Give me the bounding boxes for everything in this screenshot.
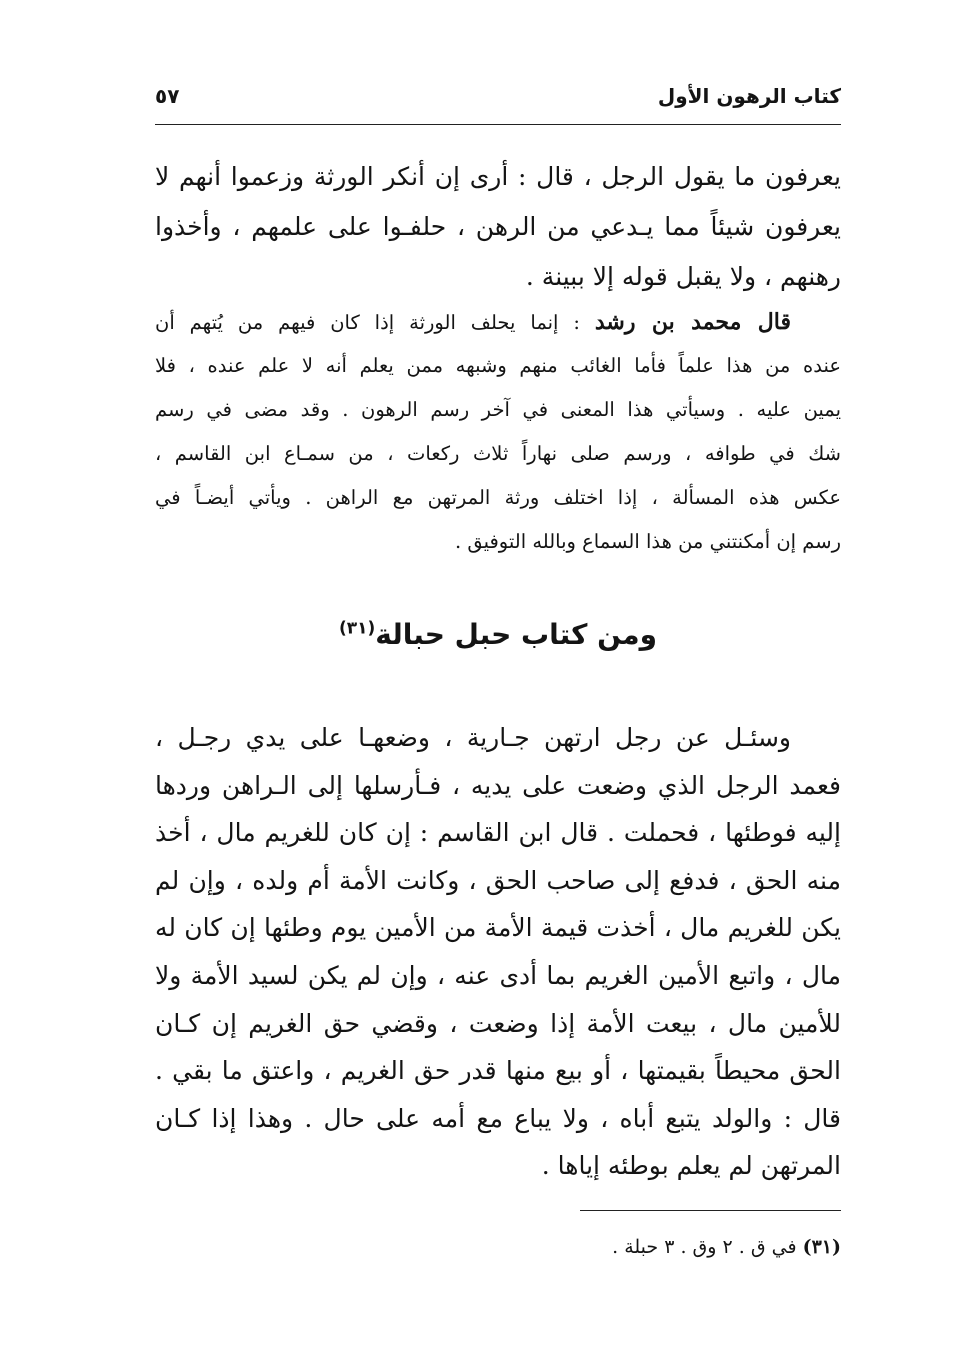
- page-number: ٥٧: [155, 84, 180, 108]
- text-line: إليه فوطئها ، فحملت . قال ابن القاسم : إن كان للغريم مال ، أخذ: [155, 818, 841, 848]
- text-fragment: : إنما يحلف الورثة إذا كان فيهم من يُتهم أن: [155, 311, 595, 334]
- text-line: مال ، واتبع الأمين الغريم بما أدى عنه ، وإن لم يكن لسيد الأمة ولا: [155, 960, 841, 990]
- footnote: [155, 1236, 841, 1258]
- footnote-divider: [580, 1210, 841, 1211]
- paragraph-1: [155, 152, 841, 302]
- text-line: الحق محيطاً بقيمتها ، أو بيع منها قدر حق الغريم ، واعتق ما بقي .: [155, 1056, 841, 1086]
- footnote-mark: (٣١): [802, 1236, 841, 1258]
- text-line: وسئـل عن رجل ارتهن جـارية ، وضعهـا على يدي رجـل ،: [155, 723, 791, 752]
- text-line: المرتهن لم يعلم بوطئه إياها .: [541, 1151, 841, 1181]
- text-line: شك في طوافه ، ورسم صلى نهاراً ثلاث ركعات ، من سمـاع ابن القاسم ،: [155, 442, 841, 465]
- text-line: [155, 300, 841, 344]
- commentator-name: قال محمد بن رشد: [594, 309, 791, 335]
- text-line: يكن للغريم مال ، أخذت قيمة الأمة من الأمين يوم وطئها إن كان له: [155, 913, 841, 943]
- text-line: يعرفون ما يقول الرجل ، قال : أرى إن أنكر الورثة وزعموا أنهم لا: [155, 162, 841, 191]
- paragraph-3: [155, 714, 841, 1190]
- text-line: رسم إن أمكنتني من هذا السماع وبالله التوفيق .: [454, 530, 841, 553]
- text-line: عكس هذه المسألة ، إذا اختلف ورثة المرتهن مع الراهن . ويأتي أيضـاً في: [155, 486, 841, 509]
- text-line: عنده من هذا علماً فأما الغائب منهم وشبهه ممن يعلم أنه لا علم عنده ، فلا: [155, 354, 841, 377]
- text-line: يعرفون شيئاً مما يـدعي من الرهن ، حلفـوا على علمهم ، وأخذوا: [155, 212, 841, 241]
- text-line: فعمد الرجل الذي وضعت على يديه ، فـأرسلها إلى الـراهن وردها: [155, 770, 841, 800]
- running-title: كتاب الرهون الأول: [657, 84, 841, 108]
- section-heading: [155, 618, 841, 651]
- footnote-reference: (٣١): [338, 618, 376, 639]
- text-line: قال : والولد يتبع أباه ، ولا يباع مع أمه على حال . وهذا إذا كـان: [155, 1103, 841, 1133]
- commentary-paragraph: [155, 300, 841, 564]
- text-line: رهنهم ، ولا يقبل قوله إلا ببينة .: [525, 262, 841, 291]
- section-heading-text: ومن كتاب حبل حبالة: [375, 618, 658, 651]
- text-line: منه الحق ، فدفع إلى صاحب الحق ، وكانت الأمة أم ولده ، وإن لم: [155, 865, 841, 895]
- text-line: يمين عليه . وسيأتي هذا المعنى في آخر رسم الرهون . وقد مضى في رسم: [155, 398, 841, 421]
- running-header: [155, 80, 841, 125]
- footnote-text: في ق . ٢ وق . ٣ حبلة .: [612, 1236, 803, 1258]
- text-line: للأمين مال ، بيعت الأمة إذا وضعت ، وقضي حق الغريم إن كـان: [155, 1008, 841, 1038]
